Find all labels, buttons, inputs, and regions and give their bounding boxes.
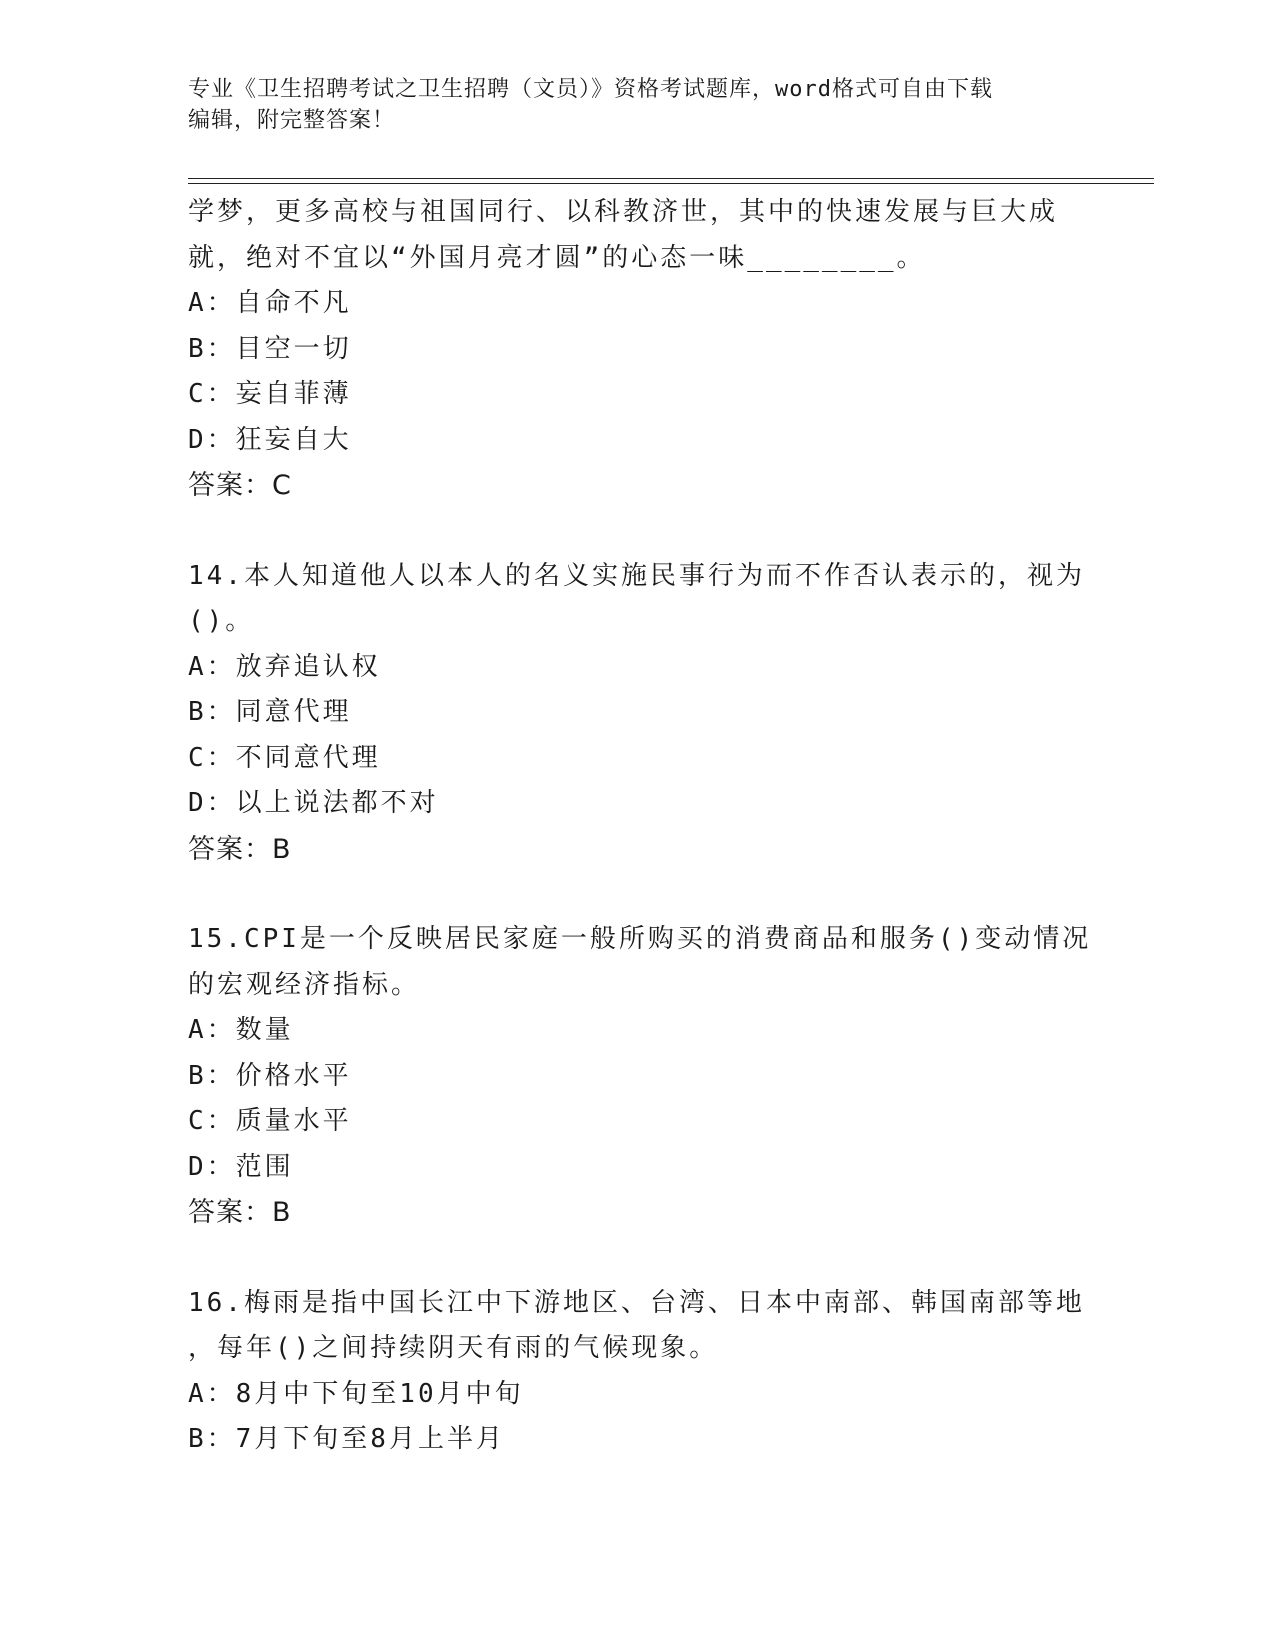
option-d: D：狂妄自大 [188,424,352,455]
header-line-1: 专业《卫生招聘考试之卫生招聘（文员）》资格考试题库，word格式可自由下载 [188,77,993,102]
option-c: C：妄自菲薄 [188,379,352,409]
option-a: A：自命不凡 [188,288,352,318]
header-rule-top [188,178,1154,179]
option-a: A：8月中下旬至10月中旬 [188,1378,524,1409]
question-stem: ()。 [188,606,255,636]
header-rule-bottom [188,183,1154,184]
answer: 答案：C [188,470,292,501]
question-stem: 就，绝对不宜以“外国月亮才圆”的心态一味________。 [188,242,926,273]
option-d: D：范围 [188,1151,294,1182]
question-stem: 15.CPI是一个反映居民家庭一般所购买的消费商品和服务()变动情况 [188,924,1092,954]
question-stem: 的宏观经济指标。 [188,969,421,1000]
question-stem: 14.本人知道他人以本人的名义实施民事行为而不作否认表示的，视为 [188,560,1085,591]
question-14 [188,554,1088,873]
option-a: A：放弃追认权 [188,651,381,682]
option-b: B：价格水平 [188,1060,352,1091]
document-header [188,74,1088,136]
option-b: B：同意代理 [188,697,352,727]
option-d: D：以上说法都不对 [188,788,439,818]
answer: 答案：B [188,1197,292,1228]
question-stem: 学梦，更多高校与祖国同行、以科教济世，其中的快速发展与巨大成 [188,197,1059,227]
option-b: B：7月下旬至8月上半月 [188,1424,505,1454]
option-b: B：目空一切 [188,333,352,364]
question-list [188,190,1092,1463]
answer: 答案：B [188,833,292,865]
question-13 [188,190,1088,509]
question-stem: 16.梅雨是指中国长江中下游地区、台湾、日本中南部、韩国南部等地 [188,1287,1085,1318]
header-line-2: 编辑，附完整答案！ [188,108,396,133]
option-c: C：不同意代理 [188,742,381,773]
question-stem: ，每年()之间持续阴天有雨的气候现象。 [188,1333,719,1363]
option-a: A：数量 [188,1015,294,1045]
question-16 [188,1281,1088,1463]
question-15 [188,917,1092,1236]
option-c: C：质量水平 [188,1106,352,1136]
